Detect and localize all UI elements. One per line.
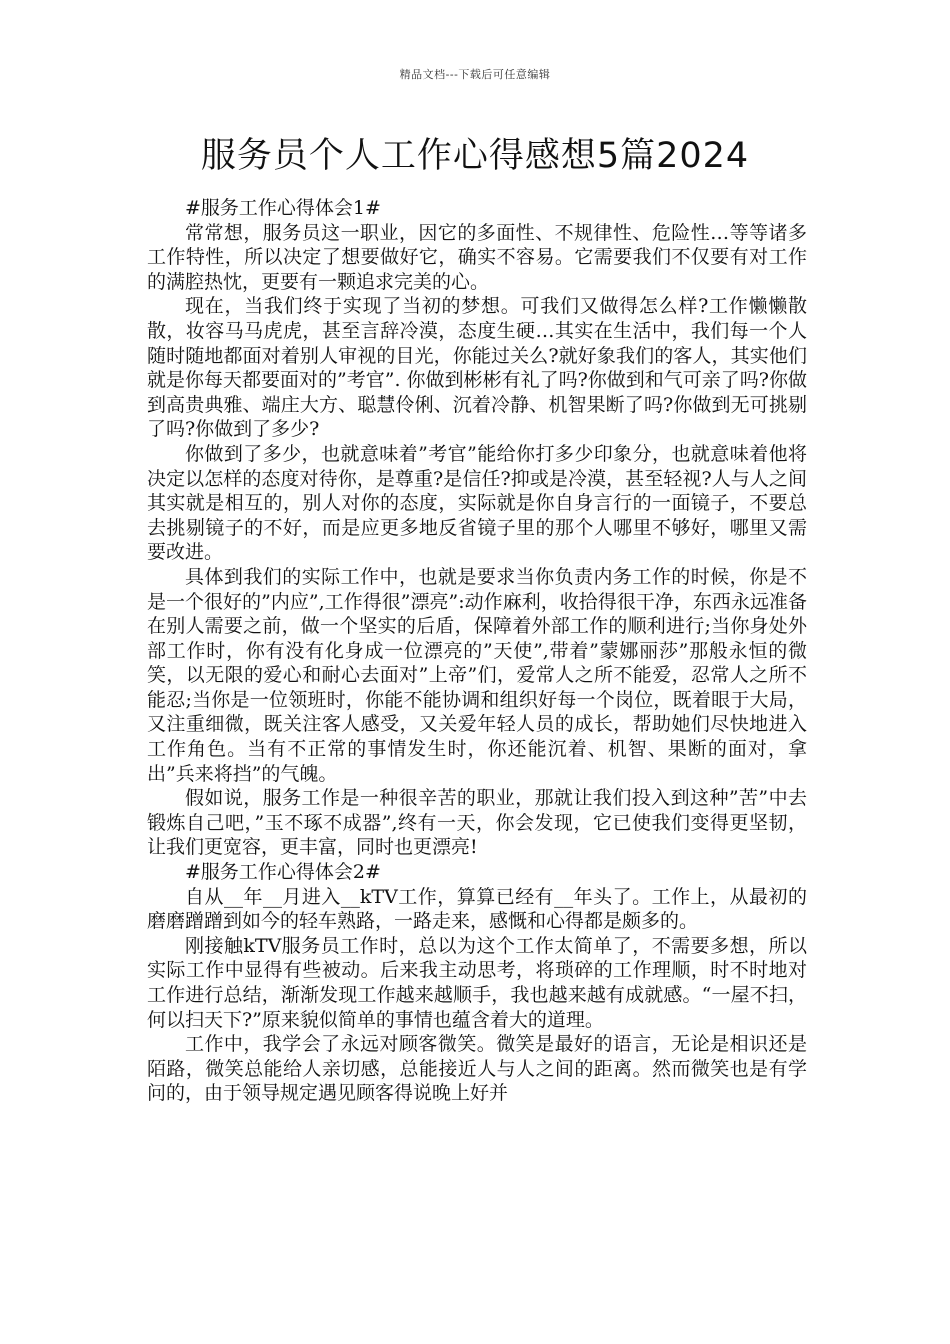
document-title: 服务员个人工作心得感想5篇2024 — [200, 136, 750, 176]
paragraph: 刚接触kTV服务员工作时，总以为这个工作太简单了，不需要多想，所以实际工作中显得有些被动。后来我主动思考，将琐碎的工作理顺，时不时地对工作进行总结，渐渐发现工作越来越顺手，我也越来越有成就感。“一屋不扫，何以扫天下?”原来貌似简单的事情也蕴含着大的道理。 — [147, 934, 807, 1031]
paragraph: 现在，当我们终于实现了当初的梦想。可我们又做得怎么样?工作懒懒散散，妆容马马虎虎，甚至言辞冷漠，态度生硬…其实在生活中，我们每一个人随时随地都面对着别人审视的目光，你能过关么?就好象我们的客人，其实他们就是你每天都要面对的”考官”. 你做到彬彬有礼了吗?你做到和气可亲了吗?你做到高贵典雅、端庄大方、聪慧伶俐、沉着冷静、机智果断了吗?你做到无可挑剔了吗?你做到了多少? — [147, 295, 807, 441]
header-note: 精品文档---下载后可任意编辑 — [399, 68, 551, 81]
paragraph: 具体到我们的实际工作中，也就是要求当你负责内务工作的时候，你是不是一个很好的”内应”,工作得很”漂亮”:动作麻利，收拾得很干净，东西永远准备在别人需要之前，做一个坚实的后盾，保障着外部工作的顺利进行;当你身处外部工作时，你有没有化身成一位漂亮的”天使”,带着”蒙娜丽莎”那般永恒的微笑，以无限的爱心和耐心去面对”上帝”们，爱常人之所不能爱，忍常人之所不能忍;当你是一位领班时，你能不能协调和组织好每一个岗位，既着眼于大局，又注重细微，既关注客人感受，又关爱年轻人员的成长，帮助她们尽快地进入工作角色。当有不正常的事情发生时，你还能沉着、机智、果断的面对，拿出”兵来将挡”的气魄。 — [147, 565, 807, 785]
paragraph: 自从__年__月进入__kTV工作，算算已经有__年头了。工作上，从最初的磨磨蹭蹭到如今的轻车熟路，一路走来，感慨和心得都是颇多的。 — [147, 885, 807, 933]
paragraph: 工作中，我学会了永远对顾客微笑。微笑是最好的语言，无论是相识还是陌路，微笑总能给人亲切感，总能接近人与人之间的距离。然而微笑也是有学问的，由于领导规定遇见顾客得说晚上好并 — [147, 1033, 807, 1105]
paragraph: 常常想，服务员这一职业，因它的多面性、不规律性、危险性…等等诸多工作特性，所以决定了想要做好它，确实不容易。它需要我们不仅要有对工作的满腔热忱，更要有一颗追求完美的心。 — [147, 221, 807, 293]
paragraph: 假如说，服务工作是一种很辛苦的职业，那就让我们投入到这种”苦”中去锻炼自己吧，”玉不琢不成器”,终有一天，你会发现，它已使我们变得更坚韧，让我们更宽容，更丰富，同时也更漂亮! — [147, 787, 807, 859]
paragraph: 你做到了多少，也就意味着”考官”能给你打多少印象分，也就意味着他将决定以怎样的态度对待你，是尊重?是信任?抑或是冷漠，甚至轻视?人与人之间其实就是相互的，别人对你的态度，实际就是你自身言行的一面镜子，不要总去挑剔镜子的不好，而是应更多地反省镜子里的那个人哪里不够好，哪里又需要改进。 — [147, 442, 807, 564]
document-body — [147, 196, 807, 1106]
section-heading-2: #服务工作心得体会2# — [185, 861, 381, 884]
section-heading-1: #服务工作心得体会1# — [185, 197, 381, 219]
